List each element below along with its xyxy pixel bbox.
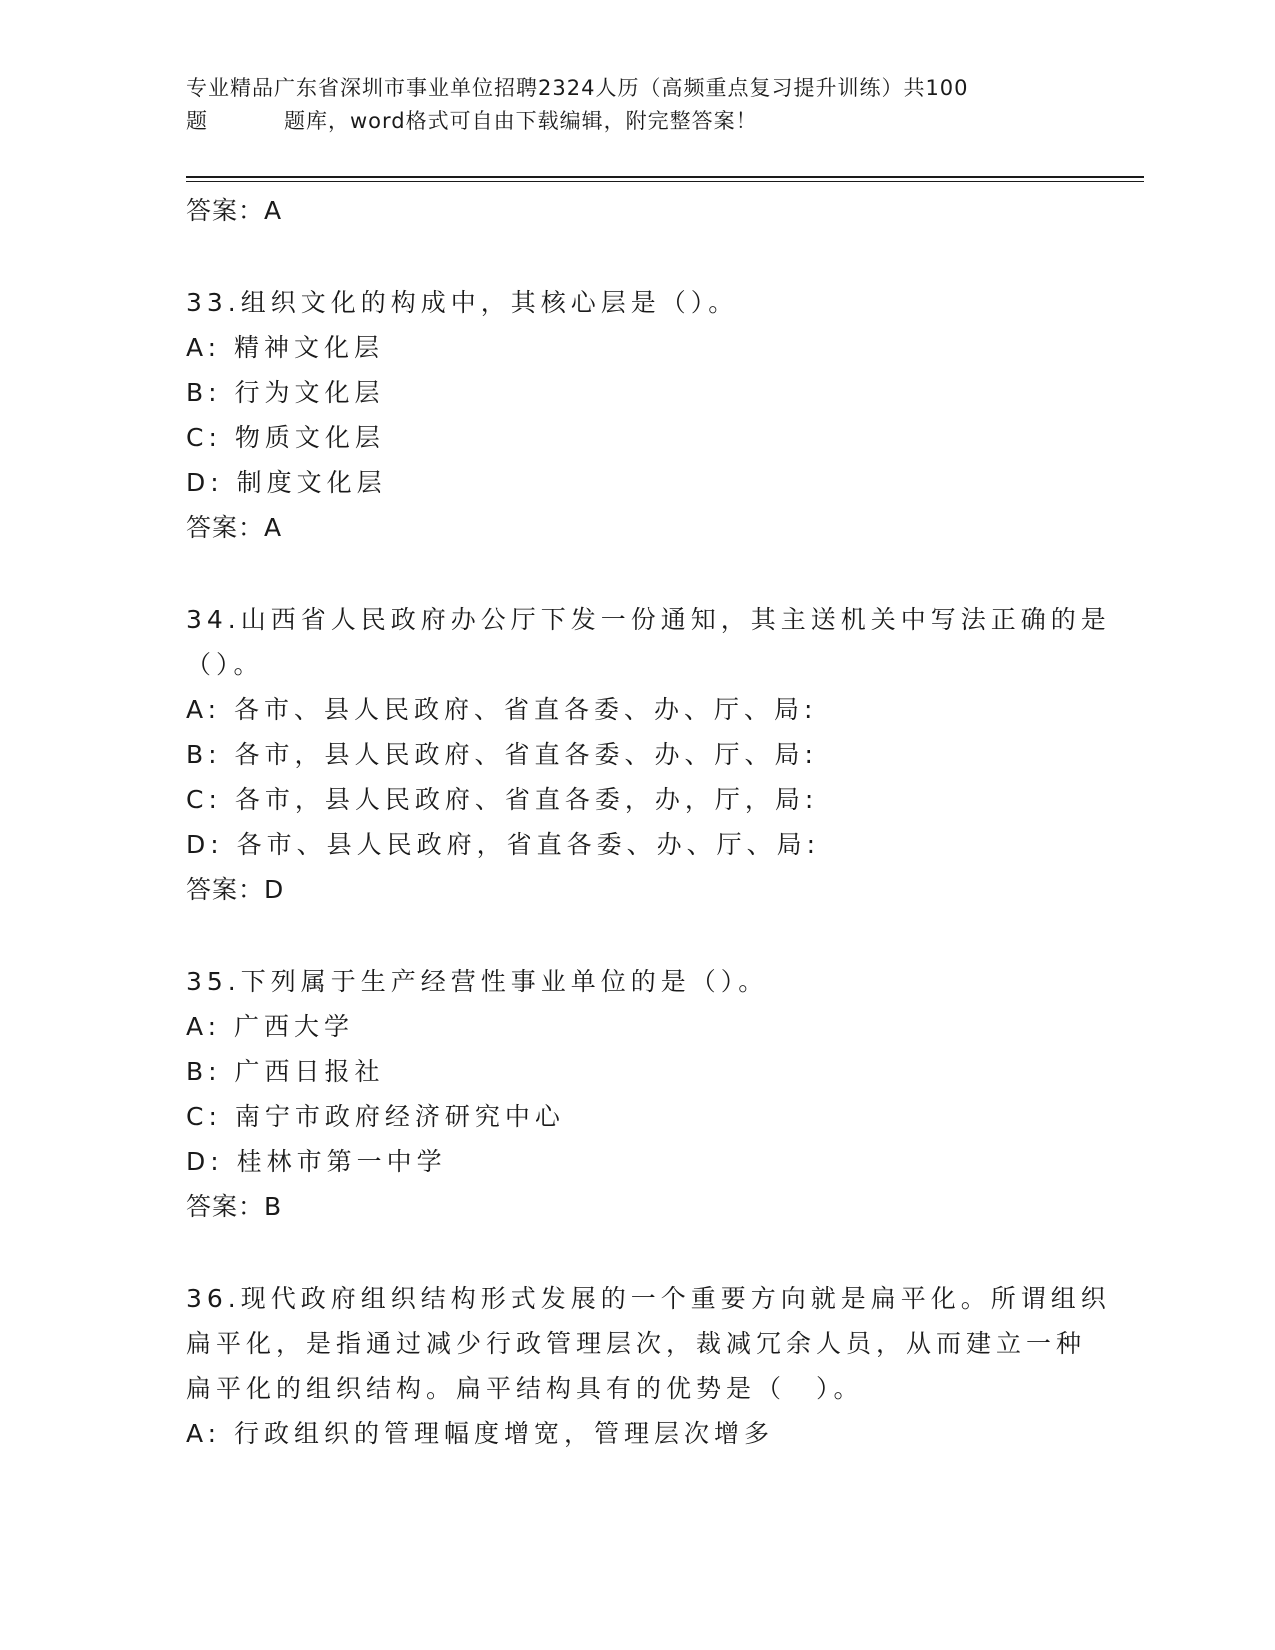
option-c: C: 南宁市政府经济研究中心 (186, 1102, 565, 1131)
question-stem-line: 34.山西省人民政府办公厅下发一份通知，其主送机关中写法正确的是 (186, 605, 1111, 634)
header-title-line-2 (186, 105, 1086, 138)
option-d: D: 制度文化层 (186, 468, 387, 497)
question-stem (186, 280, 1086, 325)
question-stem-line: 36.现代政府组织结构形式发展的一个重要方向就是扁平化。所谓组织 (186, 1284, 1111, 1313)
question-block (186, 597, 1111, 912)
question-stem-line: 扁平化，是指通过减少行政管理层次，裁减冗余人员，从而建立一种 (186, 1329, 1087, 1358)
answer-line: 答案：A (186, 513, 283, 542)
question-stem-line: （）。 (186, 650, 264, 679)
option-b: B: 各市，县人民政府、省直各委、办、厅、局: (186, 740, 818, 769)
question-block (186, 959, 1086, 1229)
option-a: A: 广西大学 (186, 1012, 355, 1041)
question-stem-line: 扁平化的组织结构。扁平结构具有的优势是（ ）。 (186, 1374, 864, 1403)
question-stem-line: 35.下列属于生产经营性事业单位的是（）。 (186, 967, 769, 996)
option-c: C: 物质文化层 (186, 423, 385, 452)
answer-line: 答案：A (186, 196, 283, 225)
question-stem (186, 959, 1086, 1004)
question-stem-line: 33.组织文化的构成中，其核心层是（）。 (186, 288, 739, 317)
page-header (186, 72, 1086, 138)
header-title-line-2-right: 题库，word格式可自由下载编辑，附完整答案！ (284, 109, 758, 133)
question-block (186, 280, 1086, 550)
option-d: D: 桂林市第一中学 (186, 1147, 447, 1176)
question-stem (186, 1276, 1111, 1411)
option-b: B: 广西日报社 (186, 1057, 385, 1086)
question-stem (186, 597, 1111, 687)
option-a: A: 行政组织的管理幅度增宽，管理层次增多 (186, 1419, 775, 1448)
option-d: D: 各市、县人民政府，省直各委、办、厅、局: (186, 830, 821, 859)
answer-line: 答案：D (186, 875, 285, 904)
option-b: B: 行为文化层 (186, 378, 385, 407)
question-list (186, 188, 1111, 1456)
header-divider-thick (186, 176, 1144, 178)
header-title-line-1: 专业精品广东省深圳市事业单位招聘2324人历（高频重点复习提升训练）共100 (186, 76, 969, 100)
question-block (186, 1276, 1111, 1456)
header-title-line-2-left: 题 (186, 109, 208, 133)
header-divider-thin (186, 181, 1144, 182)
option-c: C: 各市，县人民政府、省直各委，办，厅，局: (186, 785, 819, 814)
option-a: A: 各市、县人民政府、省直各委、办、厅、局: (186, 695, 818, 724)
option-a: A: 精神文化层 (186, 333, 385, 362)
answer-line: 答案：B (186, 1192, 283, 1221)
